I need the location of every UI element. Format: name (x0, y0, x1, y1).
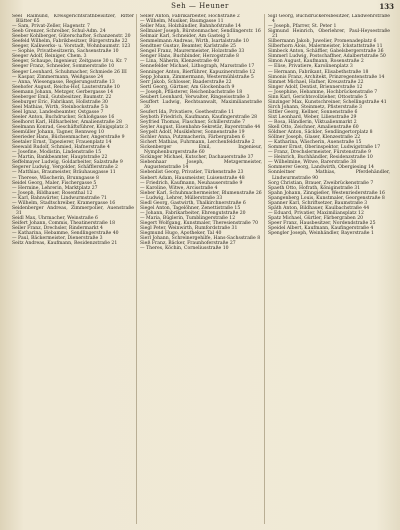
directory-entry: — Matthias, Braumeister, Bräuhausgasse 11 (12, 170, 116, 176)
directory-entry: Siegert Wolfgang, Kunstmaler, Theresienstraße 70 (140, 220, 259, 226)
directory-entry: Segerer Ludwig, Vergolder, Schäfflerstraße 2 (12, 165, 118, 171)
directory-entry: Seidl Max, Uhrmacher, Weinstraße 6 (12, 215, 98, 221)
page-number: 133 (379, 2, 394, 11)
directory-entry: Sickenberger Emil, Ingenieur, Nymphenburgerstraße 60 (140, 145, 262, 156)
directory-entry: — Ludwig, Lehrer, Müllerstraße 33 (140, 195, 223, 201)
directory-entry: Seffelmayer Ludwig, Goldarbeiter, Salzstraße 9 (12, 160, 123, 166)
running-head: Seh — Heuner (171, 2, 229, 10)
directory-entry: Seidenberger Andreas, Zimmerpolier, Auenstraße 31 (12, 205, 134, 216)
directory-entry: Seel Mathias, Wirth, Steinbockstraße 5 b (12, 104, 109, 110)
directory-entry: Sinzinger Max, Kunstschreiner, Schellingstraße 41 (268, 99, 387, 105)
directory-entry: Simbeck Anton, Schäffler, Gabelsbergerstraße 36 (268, 49, 384, 55)
directory-entry: Seelmann Konrad, Geschäftsführer, Königsplatz 3 (12, 125, 129, 131)
directory-entry: — Joseph, Pflästerer, Reichenbachstraße 18 (140, 89, 243, 95)
directory-entry: Sengel Franz, Maurermeister, Holzstraße 33 (140, 49, 245, 55)
directory-entry: Seuffert Ludwig, Rechtsanwalt, Maximilianstraße 30 (140, 99, 262, 110)
directory-entry: Seemann Johann, Metzger, Gerbergasse 14 (12, 89, 114, 95)
directory-entry: Seemüller Johann, Tagner, Rennweg 10 (12, 130, 105, 136)
directory-entry: Seel Ignaz, Landesbeamter, Ostgasse 7 (12, 109, 104, 115)
directory-entry: — Johann, Fabrikarbeiter, Ehrengutstraße 20 (140, 210, 246, 216)
directory-entry: Seeber Kohlberger, Güterschafter, Schanzenstr. 20 (12, 34, 131, 40)
directory-entry: Serr Jakob, Schlosser, Baaderstraße 22 (140, 79, 232, 85)
column-middle (140, 14, 262, 526)
directory-entry: Siebert Adam, Hausmeister, Luisenstraße 48 (140, 175, 245, 181)
directory-entry: Sixt Leonhard, Weber, Lilienstraße 29 (268, 114, 357, 120)
directory-entry: Semmelmann Andreas, Wirth, Isartalstraße 10 (140, 39, 249, 45)
directory-entry: — Sam, Privat-Zeller, Hagenstr. 7 (12, 24, 90, 30)
directory-entry: — Lina, Näherin, Klenzestraße 40 (140, 59, 220, 65)
directory-entry: Speidel Albert, Kaufmann, Kaufingerstraße 4 (268, 225, 374, 231)
column-left (12, 14, 134, 526)
directory-entry: Seeger Franz, Schneider, Sommerstraße 10 (12, 64, 115, 70)
directory-entry: — Rosa, Händlerin, Viktualienmarkt 2 (268, 119, 357, 125)
directory-entry: Siebenlist Georg, Privatier, Türkenstraße 23 (140, 170, 244, 176)
directory-entry: Seewald Rudolf, Schmied, Hafnerstraße 4 (12, 145, 110, 151)
directory-entry: — Friedrich, Kaufmann, Neuhauserstraße 9 (140, 180, 243, 186)
directory-entry: — Heinrich, Buchhändler, Residenzstraße 10 (268, 155, 373, 161)
directory-entry: Sierl Johann, Schreinergehilfe, Hans-Sachsstraße 8 (140, 236, 261, 242)
directory-entry: Siegmund Hugo, Apotheker, Tal 40 (140, 231, 222, 237)
directory-entry: — Josephine, Hebamme, Hochbrückenstraße 7 (268, 89, 378, 95)
directory-entry: Seehofer August, Reichs-Hof, Lauterstraße 10 (12, 84, 120, 90)
directory-entry: Sertl Georg, Gärtner, Am Glockenbach 9 (140, 84, 235, 90)
directory-entry: Seeger, Schaupe, Ingenieur, Zeitgasse 30 u. Kr. 7 (12, 59, 127, 65)
directory-entry: — Wilhelmine, Witwe, Barerstraße 38 (268, 160, 357, 166)
directory-entry: Simmet Michael, Hafner, Kreuzstraße 22 (268, 79, 364, 85)
directory-entry: Silberhorn Alois, Malermeister, Ickstattstraße 11 (268, 44, 383, 50)
directory-entry: Siedl Georg, Gastwirth, Thalkirchnerstraße 6 (140, 200, 246, 206)
directory-entry: — Franz, Drechslermeister, Fürstenstraße 9 (268, 150, 371, 156)
directory-entry: — Karoline, Witwe, Arcisstraße 4 (140, 185, 218, 191)
directory-entry: Senger Hans, Buchbinder, Herzogstraße 8 (140, 54, 239, 60)
directory-entry: Sichert Mathias, Fuhrmann, Lerchenfeldstraße 2 (140, 140, 255, 146)
directory-entry: — Hermann, Fabrikant, Elisabethstraße 18 (268, 69, 369, 75)
directory-entry: Seeger, Kalkwerks- u. Vorstadt, Wohnbaumstr. 123 (12, 44, 131, 50)
directory-entry: Spatz Michael, Gürtler, Färbergraben 20 (268, 215, 364, 221)
directory-entry: Siebenhaar Joseph, Metzgermeister, Augustenstraße 14 (140, 160, 262, 171)
directory-entry: — Eduard, Privatier, Maximiliansplatz 12 (268, 210, 364, 216)
directory-entry: Seeger Adolf, Reiniger, Chem. 3 (12, 54, 87, 60)
directory-entry: — Joseph, Bildhauer, Rosenthal 12 (12, 190, 93, 196)
directory-entry: Sirch Johann, Steinmetz, Pfisterstraße 3 (268, 104, 362, 110)
directory-entry: Sickinger Michael, Kutscher, Dachauerstraße 37 (140, 155, 254, 161)
directory-entry: — Katharina, Wäscherin, Auenstraße 15 (268, 140, 362, 146)
directory-entry: Selmair Karl, Schneider, Am Gasteig 3 (140, 34, 230, 40)
directory-entry: Seller Anton, Fabrikarbeiter, Hochstraße 2 (140, 14, 240, 19)
directory-entry: — Therese, Wäscherin, Brunngasse 8 (12, 175, 99, 181)
directory-entry: — Kaspar, Zimmermann, Weißgasse 24 (12, 74, 104, 80)
directory-entry: Skell Otto, Zeichner, Amalienstraße 60 (268, 125, 359, 131)
directory-entry: — Hermine, Lehrerin, Marktplatz 27 (12, 185, 98, 191)
directory-entry: — Martin, Bankbeamter, Hauptstraße 22 (12, 155, 108, 161)
directory-entry: Sellmaier Joseph, Bürstenmacher, Sendlingerstr. 16 (140, 29, 261, 35)
directory-entry: — Elise, Privatiere, Karolinenplatz 3 (268, 64, 353, 70)
directory-entry: Spangenberg Louis, Kunstmaler, Georgenstraße 8 (268, 195, 385, 201)
directory-entry: Spengler Joseph, Weinhändler, Bayerstraße 1 (268, 231, 374, 237)
directory-entry: Seller Max, Holzhändler, Bahnhofstraße 14 (140, 24, 241, 30)
directory-entry: Sinn Karl, Gerichtsvollzieher, Ottostraße 5 (268, 94, 368, 100)
directory-entry: Seeler Anton, Buchdrucker, Schloßgasse 16 (12, 114, 115, 120)
directory-entry: Sigmund Heinrich, Oberlehrer, Paul-Heysestraße 21 (268, 29, 390, 40)
directory-entry: Sieber Karl, Schuhmachermeister, Blumenstraße 26 (140, 190, 262, 196)
directory-entry: — Karl, Bahnwärter, Lindwurmstraße 71 (12, 195, 107, 201)
directory-entry: — Joseph, Pfarrer, St. Peter 1 (268, 24, 337, 30)
directory-entry: Seubert Leonhard, Verwalter, Ringseisstraße 3 (140, 94, 250, 100)
directory-entry: Seidel Georg, Maler, Fischergasse 5 (12, 180, 97, 186)
directory-entry: Sonnleitner Mathias, Pferdehändler, Lindwurmstraße 90 (268, 170, 390, 181)
column-divider (264, 14, 265, 524)
directory-entry: — Paul, Bäckermeister, Dienerstraße 3 (12, 236, 103, 242)
directory-entry: — Maria, Büglerin, Tumblingerstraße 12 (140, 215, 236, 221)
directory-entry: Sommerer Georg, Landwirth, Obergiesing 14 (268, 165, 374, 171)
directory-entry: Spaeth Otto, Hofrath, Königinstraße 31 (268, 185, 361, 191)
directory-entry: Simon August, Kaufmann, Rosenstraße 2 (268, 59, 364, 65)
directory-entry: Siegel Anton, Tagelöhner, Zenettistraße 15 (140, 205, 241, 211)
directory-entry: Seufert Ida, Privatiere, Goethestraße 11 (140, 109, 235, 115)
directory-entry: — Katharina, Hebamme, Sendlingerstraße 40 (12, 231, 119, 237)
directory-entry: Seefeld Wilhelm, Fabrikbesitzer, Bürgerstraße 22 (12, 39, 128, 45)
directory-entry: Seetaler Ernst, Tapezierer, Frauenplatz 14 (12, 140, 112, 146)
directory-entry: Seelhorst Karl, Hilfsarbeiter, Amalienstraße 28 (12, 119, 122, 125)
directory-entry: Späth Anton, Bildhauer, Kaulbachstraße 44 (268, 205, 370, 211)
directory-entry: — Anna, Wiesengasse, Regierungsstraße 13 (12, 79, 115, 85)
directory-entry: Seyfried Thomas, Flaschner, Schillerstraße 7 (140, 119, 245, 125)
directory-entry: Speer Franz, Hausbesitzer, Nordendstraße 25 (268, 220, 376, 226)
directory-entry: Simonis Franz, Architekt, Prinzregentenstraße 14 (268, 74, 385, 80)
directory-entry: Seeger Leonhard, Schuhmacher, Schmiede 26 III (12, 69, 127, 75)
directory-entry: Sittler Georg, Kellner, Sonnenstraße 6 (268, 109, 358, 115)
directory-entry: Seypelt Adolf, Musiklehrer, Sonnenstraße 19 (140, 130, 245, 136)
directory-entry: Sommer Ernst, Oberinspektor, Ludwigstraße 17 (268, 145, 381, 151)
directory-entry: Sendtner Gustav, Beamter, Karlstraße 25 (140, 44, 236, 50)
directory-entry: Spanner Karl, Schriftsetzer, Baumstraße 3 (268, 200, 368, 206)
directory-entry: Senninger Anton, Bierführer, Kapuzinerstraße 12 (140, 69, 256, 75)
directory-entry: Spahn Johann, Zinngießer, Westenriederstraße 16 (268, 190, 385, 196)
directory-entry: Sichler Anna, Putzmacherin, Färbergraben 6 (140, 135, 245, 141)
column-right (268, 14, 390, 526)
directory-entry: Singer Adolf, Dentist, Briennerstraße 12 (268, 84, 363, 90)
directory-entry: Seiler Franz, Drechsler, Rindermarkt 4 (12, 225, 103, 231)
directory-entry: Simmerl Ludwig, Postschaffner, Adalbertstraße 50 (268, 54, 386, 60)
directory-entry: — Theres, Köchin, Corneliusstraße 10 (140, 246, 229, 252)
directory-entry: Seitz Andreas, Kaufmann, Residenzstraße 21 (12, 241, 118, 247)
directory-entry: — Josefine, Modistin, Lindenstraße 15 (12, 150, 102, 156)
directory-entry: Seifert Johann, Commis, Theatinerstraße 18 (12, 220, 116, 226)
directory-entry: Söldner Anton, Säckler, Sendlingertorplatz 8 (268, 130, 373, 136)
directory-entry: Silbermann Jakob, Juwelier, Promenadeplatz 6 (268, 39, 377, 45)
directory-entry: Söllner Joseph, Glaser, Klenzestraße 22 (268, 135, 361, 141)
directory-entry: Sepp Johann, Zimmermann, Westermühlstraße 5 (140, 74, 254, 80)
directory-entry: Seyboth Friedrich, Kaufmann, Kaufingerstraße 28 (140, 114, 258, 120)
directory-entry: Sigl Georg, Buchdruckereibesitzer, Landwehrstraße 4 (268, 14, 390, 25)
directory-entry: — Wilhelm, Musiker, Baumgasse 11 (140, 19, 224, 25)
directory-entry: Seel Raimund, Kreisgerichtsrathbeisitzer, Ritter Blätter 65 (12, 14, 134, 25)
directory-entry: Sennefelder Michael, Lithograph, Marsstraße 17 (140, 64, 255, 70)
directory-entry: Seerieder Hans, Büchsenmacher, Angerstraße 9 (12, 135, 125, 141)
directory-entry: Seeburger Eric, Fabrikant, Hollstraße 30 (12, 99, 108, 105)
directory-entry: — Wilhelm, Stadtschreiber, Kramergasse 16 (12, 200, 116, 206)
column-divider (136, 14, 137, 524)
directory-entry: Sorg Christian, Brauer, Zweibrückenstraße 7 (268, 180, 374, 186)
directory-entry: Seeberger Emil, Gutsbesitzer, Baumstr. 22 (12, 94, 112, 100)
directory-entry: Sieß Franz, Bäcker, Fraunhoferstraße 27 (140, 241, 236, 247)
directory-entry: Seeb Grenzer, Schreiber, Schul-Adm. 24 (12, 29, 106, 35)
directory-entry: Siegl Peter, Weinwirth, Rumfordstraße 31 (140, 225, 238, 231)
directory-entry: Seyler August, Eisenbahn-Sekretär, Bayerstraße 44 (140, 125, 261, 131)
directory-entry: — Sophie, Privatbesitzerin, Sachsenstraße 10 (12, 49, 119, 55)
